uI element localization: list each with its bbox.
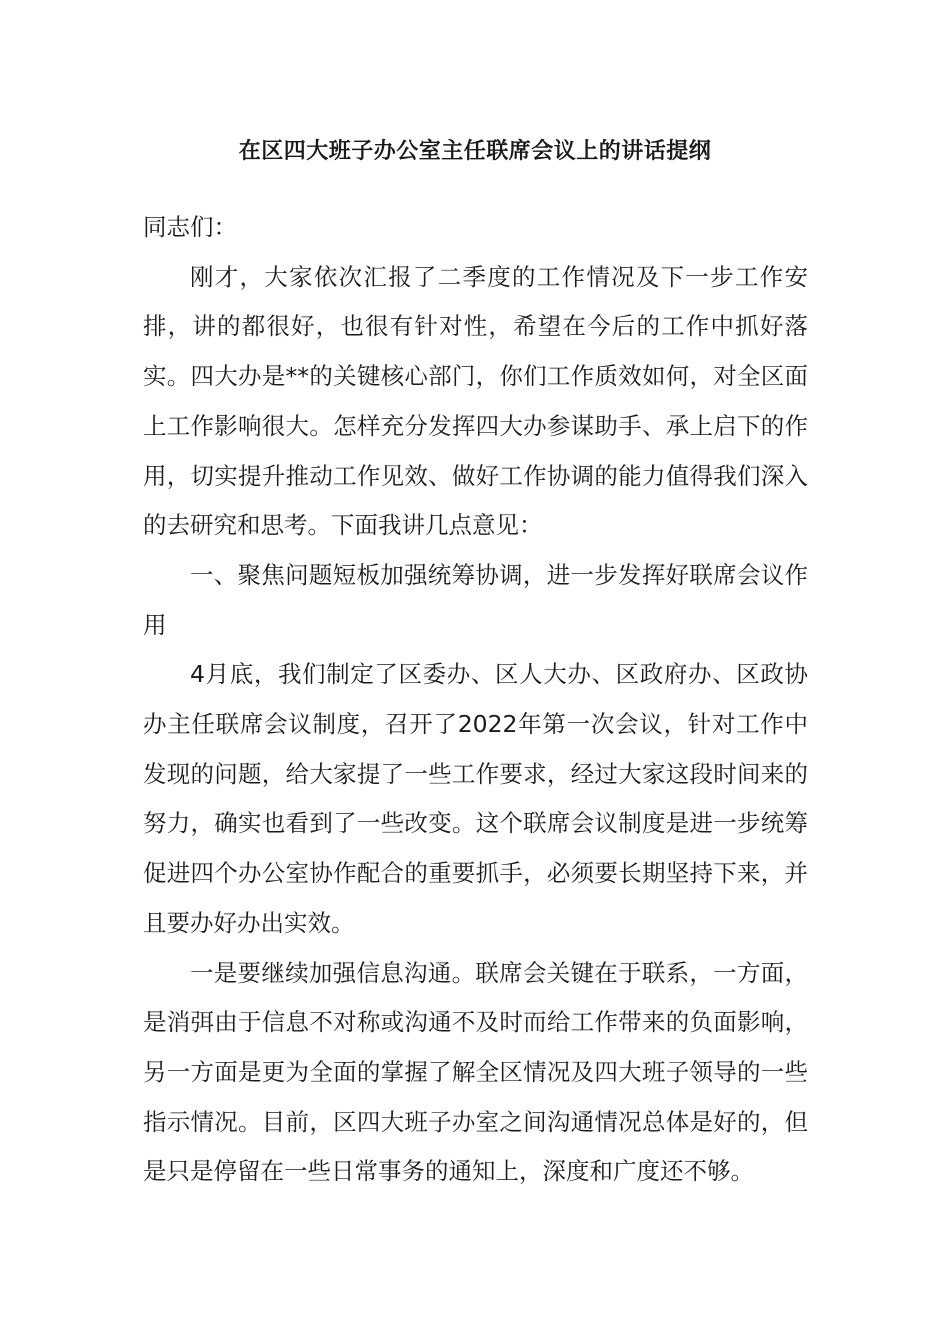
salutation: 同志们： — [143, 213, 237, 241]
document-title: 在区四大班子办公室主任联席会议上的讲话提纲 — [238, 139, 712, 164]
document-body — [143, 203, 808, 1197]
section-heading-1: 一、聚焦问题短板加强统筹协调，进一步发挥好联席会议作用 — [143, 560, 808, 639]
paragraph-intro: 刚才，大家依次汇报了二季度的工作情况及下一步工作安排，讲的都很好，也很有针对性，希望在今后的工作中抓好落实。四大办是**的关键核心部门，你们工作质效如何，对全区面上工作影响很大。怎样充分发挥四大办参谋助手、承上启下的作用，切实提升推动工作见效、做好工作协调的能力值得我们深入的去研究和思考。下面我讲几点意见： — [143, 262, 808, 540]
paragraph-meeting-system: 4月底，我们制定了区委办、区人大办、区政府办、区政协办主任联席会议制度，召开了2022年第一次会议，针对工作中发现的问题，给大家提了一些工作要求，经过大家这段时间来的努力，确实也看到了一些改变。这个联席会议制度是进一步统筹促进四个办公室协作配合的重要抓手，必须要长期坚持下来，并且要办好办出实效。 — [143, 660, 808, 937]
paragraph-info-communication: 一是要继续加强信息沟通。联席会关键在于联系，一方面，是消弭由于信息不对称或沟通不及时而给工作带来的负面影响，另一方面是更为全面的掌握了解全区情况及四大班子领导的一些指示情况。目前，区四大班子办室之间沟通情况总体是好的，但是只是停留在一些日常事务的通知上，深度和广度还不够。 — [143, 958, 808, 1186]
